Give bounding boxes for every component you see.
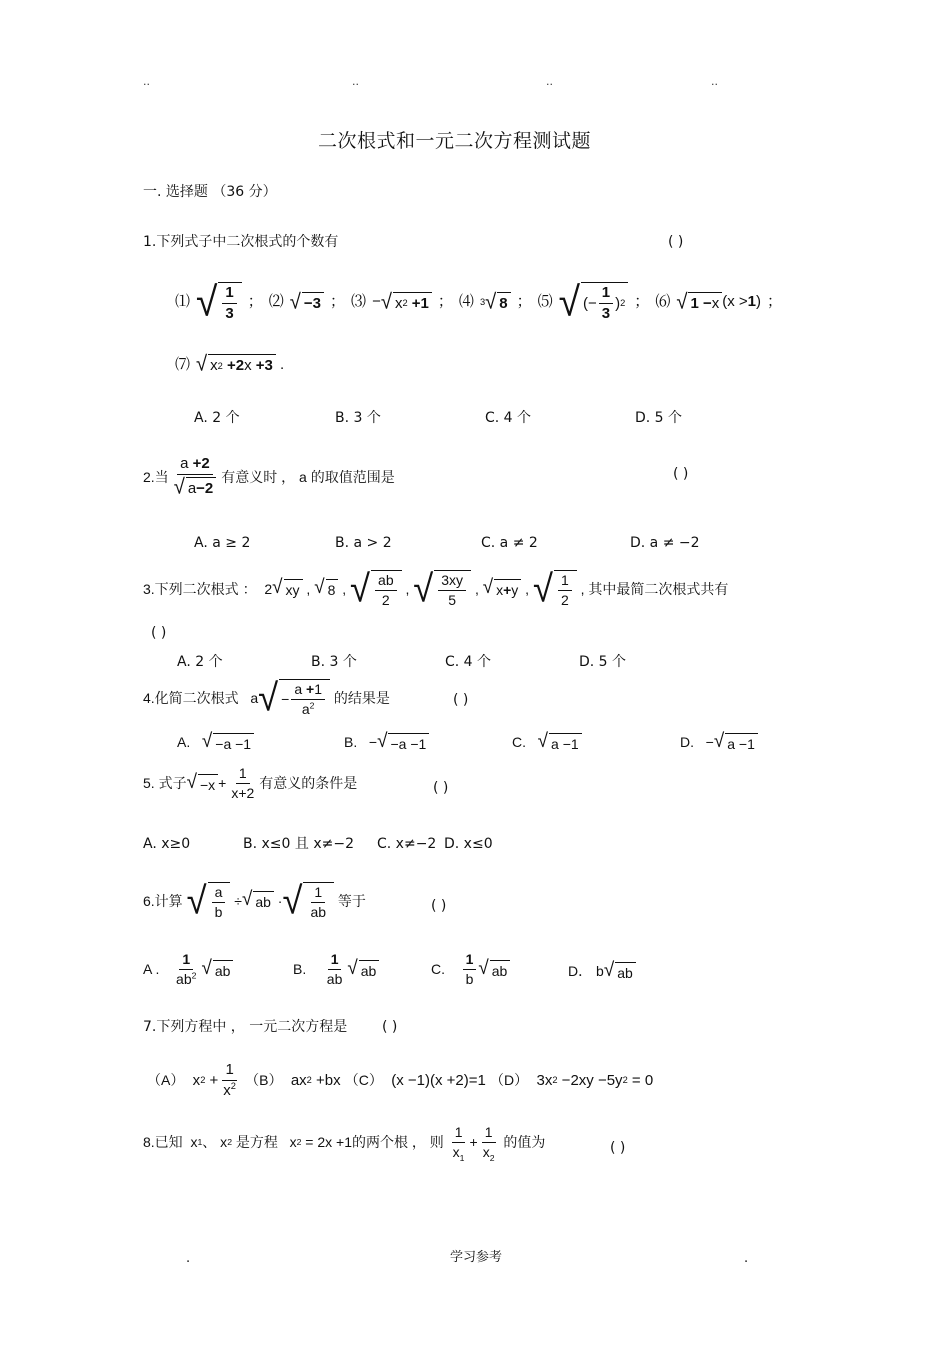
q4-option-a[interactable]: A. √ −a −1 [177,733,254,752]
footer-right: . [744,1251,749,1266]
q3-stem: 3.下列二次根式 ： 2 √ xy , √ 8 , √ $\frac{ab}{2}$ , √ $\frac{3xy}{5}$ , √ x + y , √ $\frac{1}{2}$ , 其中最简二次根式共有 [143,566,729,610]
q7-option-c-label[interactable]: （C） [344,1072,383,1089]
q3-answer-paren: ( ) [151,625,167,641]
q5-option-a[interactable]: A. x≥0 [143,836,191,852]
q2-answer-paren: ( ) [673,466,689,482]
q3-option-c[interactable]: C. 4 个 [445,654,492,670]
footer-center: 学习参考 [450,1250,503,1265]
q5-option-b[interactable]: B. x≤0 且 x≠−2 [243,836,354,852]
q6-option-a[interactable]: A . $\frac{1}{ab^2}$ √ ab [143,952,233,986]
q4-stem: 4.化简二次根式 a √ − $\frac{a +1}{a^2}$ 的结果是 [143,675,390,719]
q7-option-d-label[interactable]: （D） [490,1072,529,1089]
q4-answer-paren: ( ) [453,692,469,708]
q3-option-a[interactable]: A. 2 个 [177,654,223,670]
header-dots-1: .. [143,75,150,88]
q2-stem: 2.当 a +2 √ a −2 有意义时 ， a 的取值范围是 [143,455,395,499]
q6-option-b[interactable]: B. $\frac{1}{ab}$ √ ab [293,952,379,986]
q1-expressions-row1: ⑴ √ $\frac{1}{3}$ ； ⑵ √ −3 ； ⑶ − √ x 2 +1 ； ⑷ 3 √ 8 ； ⑸ √ (− $\frac{1}{3}$ ) 2 ； ⑹ √ 1 − x (x > 1 ) ； [175,279,783,325]
q4-option-c[interactable]: C. √ a −1 [512,733,582,752]
q5-option-d[interactable]: D. x≤0 [444,836,493,852]
q7-option-b-label[interactable]: （B） [245,1072,283,1089]
page-title: 二次根式和一元二次方程测试题 [318,130,592,152]
q6-answer-paren: ( ) [431,898,447,914]
q1-option-b[interactable]: B. 3 个 [335,410,381,426]
section-heading: 一. 选择题 （36 分） [143,184,277,200]
q5-stem: 5. 式子 √ −x + $\frac{1}{x+2}$ 有意义的条件是 [143,765,358,801]
q6-option-d[interactable]: D． b √ ab [568,962,636,981]
q7-stem: 7.下列方程中 ， 一元二次方程是 [143,1019,348,1035]
q1-answer-paren: ( ) [668,234,684,250]
header-dots-2: .. [352,75,359,88]
q7-option-a-label[interactable]: （A） [147,1072,185,1089]
q2-option-c[interactable]: C. a ≠ 2 [481,535,538,551]
q6-option-c[interactable]: C. $\frac{1}{b}$ √ ab [431,952,510,986]
q4-option-d[interactable]: D. − √ a −1 [680,733,758,752]
q7-options-row: （A） x 2 + $\frac{1}{x^2}$ （B） ax 2 +bx （C） (x −1)(x +2)=1 （D） 3x 2 −2xy −5y 2 = 0 [147,1061,654,1099]
q8-stem: 8.已知 x 1 、 x 2 是方程 x 2 = 2x +1 的两个根 ， 则 $\frac{1}{x_1}$ + $\frac{1}{x_2}$ 的值为 [143,1124,546,1163]
q7-answer-paren: ( ) [382,1019,398,1035]
header-dots-4: .. [711,75,718,88]
q3-option-b[interactable]: B. 3 个 [311,654,357,670]
q5-option-c[interactable]: C. x≠−2 [377,836,437,852]
q1-option-d[interactable]: D. 5 个 [635,410,683,426]
q2-option-d[interactable]: D. a ≠ −2 [630,535,700,551]
header-dots-3: .. [546,75,553,88]
q1-option-c[interactable]: C. 4 个 [485,410,532,426]
q4-option-b[interactable]: B. − √ −a −1 [344,733,429,752]
q8-answer-paren: ( ) [610,1140,626,1156]
q1-stem: 1.下列式子中二次根式的个数有 [143,234,339,250]
q1-option-a[interactable]: A. 2 个 [194,410,240,426]
footer-left: . [186,1251,191,1266]
q2-option-a[interactable]: A. a ≥ 2 [194,535,251,551]
q3-option-d[interactable]: D. 5 个 [579,654,627,670]
q6-stem: 6.计算 √ $\frac{a}{b}$ ÷ √ ab · √ $\frac{1}{ab}$ 等于 [143,878,366,922]
q5-answer-paren: ( ) [433,780,449,796]
q1-expressions-row2: ⑺ √ x 2 +2 x +3 . [175,352,285,376]
q2-option-b[interactable]: B. a > 2 [335,535,392,551]
